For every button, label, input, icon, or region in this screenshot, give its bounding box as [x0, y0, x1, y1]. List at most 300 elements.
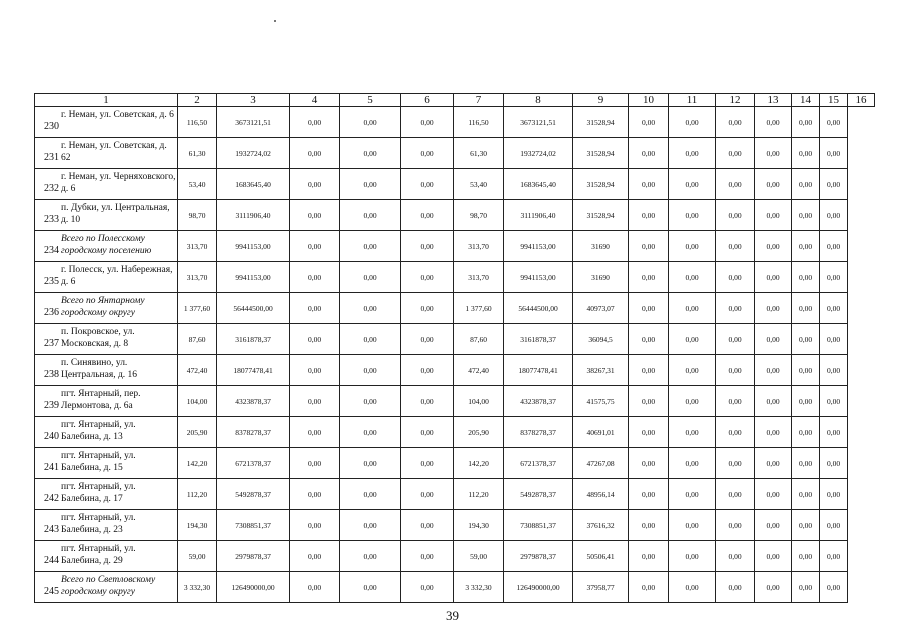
value-cell-col-8: 1 377,60: [454, 293, 504, 324]
value-cell-col-4: 4323878,37: [217, 386, 290, 417]
value-cell-col-16: 0,00: [820, 231, 848, 262]
value-cell-col-3: 59,00: [178, 541, 217, 572]
value-cell-col-4: 8378278,37: [217, 417, 290, 448]
value-cell-col-9: 1932724,02: [504, 138, 573, 169]
value-cell-col-13: 0,00: [716, 572, 755, 603]
value-cell-col-8: 98,70: [454, 200, 504, 231]
value-cell-col-15: 0,00: [792, 386, 820, 417]
value-cell-col-15: 0,00: [792, 448, 820, 479]
table-row: [35, 324, 875, 355]
value-cell-col-9: 5492878,37: [504, 479, 573, 510]
value-cell-col-14: 0,00: [755, 355, 792, 386]
row-address: п. Синявино, ул. Центральная, д. 16: [61, 358, 138, 380]
value-cell-col-12: 0,00: [669, 572, 716, 603]
value-cell-col-15: 0,00: [792, 417, 820, 448]
value-cell-col-14: 0,00: [755, 572, 792, 603]
row-number: 232: [44, 183, 59, 194]
column-header-10: 10: [629, 94, 669, 107]
row-label-cell: [35, 448, 178, 479]
value-cell-col-11: 0,00: [629, 324, 669, 355]
value-cell-col-8: 313,70: [454, 262, 504, 293]
value-cell-col-6: 0,00: [340, 355, 401, 386]
value-cell-col-3: 116,50: [178, 107, 217, 138]
row-number: 245: [44, 586, 59, 597]
value-cell-col-14: 0,00: [755, 169, 792, 200]
value-cell-col-5: 0,00: [290, 293, 340, 324]
value-cell-col-6: 0,00: [340, 200, 401, 231]
value-cell-col-9: 56444500,00: [504, 293, 573, 324]
value-cell-col-9: 8378278,37: [504, 417, 573, 448]
row-address: п. Покровское, ул. Московская, д. 8: [61, 327, 135, 349]
table-row: [35, 510, 875, 541]
column-header-4: 4: [290, 94, 340, 107]
value-cell-col-13: 0,00: [716, 479, 755, 510]
value-cell-col-10: 37616,32: [573, 510, 629, 541]
table-row: [35, 417, 875, 448]
row-number: 230: [44, 121, 59, 132]
value-cell-col-10: 37958,77: [573, 572, 629, 603]
value-cell-col-9: 2979878,37: [504, 541, 573, 572]
value-cell-col-7: 0,00: [401, 262, 454, 293]
value-cell-col-5: 0,00: [290, 355, 340, 386]
value-cell-col-8: 313,70: [454, 231, 504, 262]
table-row: [35, 169, 875, 200]
value-cell-col-14: 0,00: [755, 386, 792, 417]
table-row: [35, 107, 875, 138]
row-label-cell: [35, 386, 178, 417]
value-cell-col-4: 6721378,37: [217, 448, 290, 479]
value-cell-col-6: 0,00: [340, 417, 401, 448]
value-cell-col-9: 18077478,41: [504, 355, 573, 386]
value-cell-col-10: 31528,94: [573, 107, 629, 138]
value-cell-col-4: 9941153,00: [217, 262, 290, 293]
value-cell-col-11: 0,00: [629, 293, 669, 324]
value-cell-col-4: 3111906,40: [217, 200, 290, 231]
column-header-6: 6: [401, 94, 454, 107]
row-address: п. Дубки, ул. Центральная, д. 10: [61, 203, 170, 225]
value-cell-col-15: 0,00: [792, 138, 820, 169]
table-row: [35, 355, 875, 386]
value-cell-col-12: 0,00: [669, 107, 716, 138]
value-cell-col-9: 126490000,00: [504, 572, 573, 603]
value-cell-col-11: 0,00: [629, 355, 669, 386]
value-cell-col-14: 0,00: [755, 541, 792, 572]
table-row: [35, 138, 875, 169]
value-cell-col-5: 0,00: [290, 541, 340, 572]
value-cell-col-14: 0,00: [755, 510, 792, 541]
value-cell-col-11: 0,00: [629, 386, 669, 417]
column-header-1: 1: [35, 94, 178, 107]
value-cell-col-4: 56444500,00: [217, 293, 290, 324]
value-cell-col-8: 194,30: [454, 510, 504, 541]
value-cell-col-7: 0,00: [401, 355, 454, 386]
value-cell-col-13: 0,00: [716, 355, 755, 386]
row-address: пгт. Янтарный, ул. Балебина, д. 29: [61, 544, 136, 566]
value-cell-col-7: 0,00: [401, 572, 454, 603]
value-cell-col-3: 313,70: [178, 262, 217, 293]
value-cell-col-13: 0,00: [716, 417, 755, 448]
value-cell-col-16: 0,00: [820, 107, 848, 138]
value-cell-col-8: 472,40: [454, 355, 504, 386]
value-cell-col-10: 40691,01: [573, 417, 629, 448]
value-cell-col-4: 7308851,37: [217, 510, 290, 541]
value-cell-col-7: 0,00: [401, 448, 454, 479]
row-number: 243: [44, 524, 59, 535]
value-cell-col-4: 9941153,00: [217, 231, 290, 262]
table-row: [35, 479, 875, 510]
value-cell-col-6: 0,00: [340, 448, 401, 479]
row-number: 244: [44, 555, 59, 566]
row-number: 237: [44, 338, 59, 349]
value-cell-col-5: 0,00: [290, 262, 340, 293]
value-cell-col-16: 0,00: [820, 324, 848, 355]
row-label-cell: [35, 572, 178, 603]
row-label-cell: [35, 324, 178, 355]
value-cell-col-12: 0,00: [669, 324, 716, 355]
value-cell-col-3: 194,30: [178, 510, 217, 541]
value-cell-col-8: 3 332,30: [454, 572, 504, 603]
value-cell-col-11: 0,00: [629, 169, 669, 200]
row-label-cell: [35, 169, 178, 200]
column-header-3: 3: [217, 94, 290, 107]
value-cell-col-7: 0,00: [401, 107, 454, 138]
value-cell-col-5: 0,00: [290, 386, 340, 417]
column-header-14: 14: [792, 94, 820, 107]
value-cell-col-15: 0,00: [792, 572, 820, 603]
column-header-15: 15: [820, 94, 848, 107]
value-cell-col-4: 1932724,02: [217, 138, 290, 169]
row-number: 241: [44, 462, 59, 473]
value-cell-col-12: 0,00: [669, 262, 716, 293]
value-cell-col-11: 0,00: [629, 510, 669, 541]
value-cell-col-4: 3161878,37: [217, 324, 290, 355]
value-cell-col-14: 0,00: [755, 448, 792, 479]
value-cell-col-16: 0,00: [820, 479, 848, 510]
value-cell-col-9: 1683645,40: [504, 169, 573, 200]
value-cell-col-15: 0,00: [792, 262, 820, 293]
row-number: 234: [44, 245, 59, 256]
value-cell-col-6: 0,00: [340, 293, 401, 324]
value-cell-col-3: 53,40: [178, 169, 217, 200]
value-cell-col-10: 40973,07: [573, 293, 629, 324]
value-cell-col-15: 0,00: [792, 293, 820, 324]
row-number: 235: [44, 276, 59, 287]
value-cell-col-10: 38267,31: [573, 355, 629, 386]
value-cell-col-10: 31528,94: [573, 169, 629, 200]
table-row: [35, 541, 875, 572]
value-cell-col-6: 0,00: [340, 231, 401, 262]
column-header-7: 7: [454, 94, 504, 107]
row-number: 231: [44, 152, 59, 163]
value-cell-col-3: 3 332,30: [178, 572, 217, 603]
value-cell-col-6: 0,00: [340, 169, 401, 200]
value-cell-col-5: 0,00: [290, 231, 340, 262]
value-cell-col-10: 31690: [573, 262, 629, 293]
value-cell-col-4: 3673121,51: [217, 107, 290, 138]
row-address: пгт. Янтарный, ул. Балебина, д. 13: [61, 420, 136, 442]
page-number: 39: [446, 608, 459, 623]
value-cell-col-3: 104,00: [178, 386, 217, 417]
value-cell-col-5: 0,00: [290, 200, 340, 231]
row-number: 238: [44, 369, 59, 380]
value-cell-col-16: 0,00: [820, 417, 848, 448]
value-cell-col-6: 0,00: [340, 107, 401, 138]
value-cell-col-3: 205,90: [178, 417, 217, 448]
value-cell-col-11: 0,00: [629, 107, 669, 138]
value-cell-col-3: 313,70: [178, 231, 217, 262]
value-cell-col-12: 0,00: [669, 200, 716, 231]
row-number: 242: [44, 493, 59, 504]
value-cell-col-14: 0,00: [755, 262, 792, 293]
column-header-5: 5: [340, 94, 401, 107]
value-cell-col-8: 112,20: [454, 479, 504, 510]
value-cell-col-6: 0,00: [340, 386, 401, 417]
scan-speck: [274, 20, 276, 22]
value-cell-col-16: 0,00: [820, 138, 848, 169]
value-cell-col-13: 0,00: [716, 107, 755, 138]
value-cell-col-14: 0,00: [755, 231, 792, 262]
value-cell-col-9: 3673121,51: [504, 107, 573, 138]
value-cell-col-8: 87,60: [454, 324, 504, 355]
value-cell-col-10: 31528,94: [573, 138, 629, 169]
value-cell-col-4: 2979878,37: [217, 541, 290, 572]
value-cell-col-9: 9941153,00: [504, 231, 573, 262]
value-cell-col-6: 0,00: [340, 572, 401, 603]
row-label-cell: [35, 200, 178, 231]
value-cell-col-15: 0,00: [792, 324, 820, 355]
row-address: пгт. Янтарный, ул. Балебина, д. 17: [61, 482, 136, 504]
value-cell-col-5: 0,00: [290, 572, 340, 603]
value-cell-col-10: 36094,5: [573, 324, 629, 355]
value-cell-col-7: 0,00: [401, 138, 454, 169]
header-row: [35, 94, 875, 107]
value-cell-col-9: 9941153,00: [504, 262, 573, 293]
value-cell-col-16: 0,00: [820, 386, 848, 417]
row-label-cell: [35, 231, 178, 262]
value-cell-col-13: 0,00: [716, 200, 755, 231]
value-cell-col-13: 0,00: [716, 541, 755, 572]
table-row: [35, 293, 875, 324]
value-cell-col-12: 0,00: [669, 541, 716, 572]
value-cell-col-6: 0,00: [340, 138, 401, 169]
value-cell-col-12: 0,00: [669, 417, 716, 448]
value-cell-col-9: 6721378,37: [504, 448, 573, 479]
column-header-12: 12: [716, 94, 755, 107]
value-cell-col-12: 0,00: [669, 138, 716, 169]
value-cell-col-12: 0,00: [669, 293, 716, 324]
row-number: 233: [44, 214, 59, 225]
value-cell-col-10: 50506,41: [573, 541, 629, 572]
value-cell-col-10: 47267,08: [573, 448, 629, 479]
value-cell-col-3: 1 377,60: [178, 293, 217, 324]
table-row: [35, 200, 875, 231]
table-row: [35, 386, 875, 417]
value-cell-col-6: 0,00: [340, 510, 401, 541]
value-cell-col-12: 0,00: [669, 231, 716, 262]
value-cell-col-13: 0,00: [716, 293, 755, 324]
value-cell-col-3: 98,70: [178, 200, 217, 231]
value-cell-col-7: 0,00: [401, 200, 454, 231]
table-body: [35, 107, 875, 603]
value-cell-col-4: 126490000,00: [217, 572, 290, 603]
row-address: г. Полесск, ул. Набережная, д. 6: [61, 265, 173, 287]
row-label-cell: [35, 138, 178, 169]
row-number: 240: [44, 431, 59, 442]
value-cell-col-11: 0,00: [629, 448, 669, 479]
value-cell-col-16: 0,00: [820, 262, 848, 293]
value-cell-col-6: 0,00: [340, 324, 401, 355]
value-cell-col-11: 0,00: [629, 200, 669, 231]
value-cell-col-7: 0,00: [401, 386, 454, 417]
value-cell-col-16: 0,00: [820, 541, 848, 572]
value-cell-col-7: 0,00: [401, 417, 454, 448]
row-label-cell: [35, 417, 178, 448]
value-cell-col-16: 0,00: [820, 169, 848, 200]
value-cell-col-16: 0,00: [820, 355, 848, 386]
value-cell-col-9: 3111906,40: [504, 200, 573, 231]
value-cell-col-10: 48956,14: [573, 479, 629, 510]
value-cell-col-6: 0,00: [340, 541, 401, 572]
value-cell-col-7: 0,00: [401, 293, 454, 324]
value-cell-col-14: 0,00: [755, 479, 792, 510]
value-cell-col-9: 3161878,37: [504, 324, 573, 355]
value-cell-col-9: 7308851,37: [504, 510, 573, 541]
value-cell-col-7: 0,00: [401, 231, 454, 262]
value-cell-col-8: 142,20: [454, 448, 504, 479]
table-row: [35, 231, 875, 262]
value-cell-col-14: 0,00: [755, 138, 792, 169]
value-cell-col-13: 0,00: [716, 169, 755, 200]
value-cell-col-13: 0,00: [716, 386, 755, 417]
value-cell-col-16: 0,00: [820, 293, 848, 324]
value-cell-col-15: 0,00: [792, 479, 820, 510]
row-number: 236: [44, 307, 59, 318]
data-table: [34, 93, 875, 603]
value-cell-col-3: 112,20: [178, 479, 217, 510]
value-cell-col-15: 0,00: [792, 107, 820, 138]
table-row: [35, 262, 875, 293]
value-cell-col-6: 0,00: [340, 479, 401, 510]
value-cell-col-12: 0,00: [669, 448, 716, 479]
column-header-8: 8: [504, 94, 573, 107]
row-label-cell: [35, 541, 178, 572]
row-address: г. Неман, ул. Черняховского, д. 6: [61, 172, 176, 194]
value-cell-col-15: 0,00: [792, 510, 820, 541]
row-total-name: Всего по Светловскому городскому округу: [61, 575, 156, 597]
value-cell-col-4: 18077478,41: [217, 355, 290, 386]
row-label-cell: [35, 262, 178, 293]
value-cell-col-14: 0,00: [755, 324, 792, 355]
value-cell-col-14: 0,00: [755, 200, 792, 231]
value-cell-col-5: 0,00: [290, 417, 340, 448]
value-cell-col-13: 0,00: [716, 510, 755, 541]
value-cell-col-13: 0,00: [716, 324, 755, 355]
value-cell-col-7: 0,00: [401, 541, 454, 572]
value-cell-col-3: 142,20: [178, 448, 217, 479]
row-label-cell: [35, 510, 178, 541]
value-cell-col-15: 0,00: [792, 355, 820, 386]
value-cell-col-8: 59,00: [454, 541, 504, 572]
row-label-cell: [35, 355, 178, 386]
value-cell-col-11: 0,00: [629, 479, 669, 510]
value-cell-col-16: 0,00: [820, 572, 848, 603]
value-cell-col-5: 0,00: [290, 510, 340, 541]
row-total-name: Всего по Полесскому городскому поселению: [61, 234, 152, 256]
column-header-13: 13: [755, 94, 792, 107]
value-cell-col-8: 61,30: [454, 138, 504, 169]
value-cell-col-14: 0,00: [755, 107, 792, 138]
row-address: г. Неман, ул. Советская, д. 62: [61, 141, 167, 163]
value-cell-col-3: 61,30: [178, 138, 217, 169]
value-cell-col-4: 1683645,40: [217, 169, 290, 200]
value-cell-col-15: 0,00: [792, 200, 820, 231]
value-cell-col-7: 0,00: [401, 479, 454, 510]
value-cell-col-3: 87,60: [178, 324, 217, 355]
value-cell-col-6: 0,00: [340, 262, 401, 293]
value-cell-col-16: 0,00: [820, 448, 848, 479]
row-address: пгт. Янтарный, ул. Балебина, д. 15: [61, 451, 136, 473]
value-cell-col-15: 0,00: [792, 169, 820, 200]
row-label-cell: [35, 107, 178, 138]
value-cell-col-10: 31690: [573, 231, 629, 262]
value-cell-col-5: 0,00: [290, 138, 340, 169]
value-cell-col-11: 0,00: [629, 572, 669, 603]
value-cell-col-5: 0,00: [290, 107, 340, 138]
value-cell-col-5: 0,00: [290, 448, 340, 479]
value-cell-col-14: 0,00: [755, 417, 792, 448]
row-number: 239: [44, 400, 59, 411]
column-header-11: 11: [669, 94, 716, 107]
value-cell-col-11: 0,00: [629, 417, 669, 448]
value-cell-col-11: 0,00: [629, 541, 669, 572]
row-label-cell: [35, 479, 178, 510]
column-header-2: 2: [178, 94, 217, 107]
value-cell-col-16: 0,00: [820, 200, 848, 231]
row-address: пгт. Янтарный, ул. Балебина, д. 23: [61, 513, 136, 535]
table-row: [35, 448, 875, 479]
value-cell-col-8: 116,50: [454, 107, 504, 138]
value-cell-col-11: 0,00: [629, 138, 669, 169]
value-cell-col-8: 53,40: [454, 169, 504, 200]
value-cell-col-11: 0,00: [629, 262, 669, 293]
row-total-name: Всего по Янтарному городскому округу: [61, 296, 145, 318]
value-cell-col-10: 31528,94: [573, 200, 629, 231]
value-cell-col-5: 0,00: [290, 479, 340, 510]
value-cell-col-12: 0,00: [669, 479, 716, 510]
value-cell-col-4: 5492878,37: [217, 479, 290, 510]
document-sheet: [34, 93, 874, 603]
value-cell-col-15: 0,00: [792, 541, 820, 572]
value-cell-col-7: 0,00: [401, 324, 454, 355]
value-cell-col-13: 0,00: [716, 448, 755, 479]
column-header-16: 16: [848, 94, 875, 107]
value-cell-col-14: 0,00: [755, 293, 792, 324]
value-cell-col-16: 0,00: [820, 510, 848, 541]
value-cell-col-8: 104,00: [454, 386, 504, 417]
value-cell-col-8: 205,90: [454, 417, 504, 448]
value-cell-col-5: 0,00: [290, 324, 340, 355]
value-cell-col-7: 0,00: [401, 169, 454, 200]
value-cell-col-13: 0,00: [716, 231, 755, 262]
value-cell-col-12: 0,00: [669, 355, 716, 386]
value-cell-col-13: 0,00: [716, 262, 755, 293]
row-address: пгт. Янтарный, пер. Лермонтова, д. 6а: [61, 389, 141, 411]
value-cell-col-15: 0,00: [792, 231, 820, 262]
table-row: [35, 572, 875, 603]
row-address: г. Неман, ул. Советская, д. 6: [61, 110, 174, 120]
value-cell-col-10: 41575,75: [573, 386, 629, 417]
value-cell-col-5: 0,00: [290, 169, 340, 200]
